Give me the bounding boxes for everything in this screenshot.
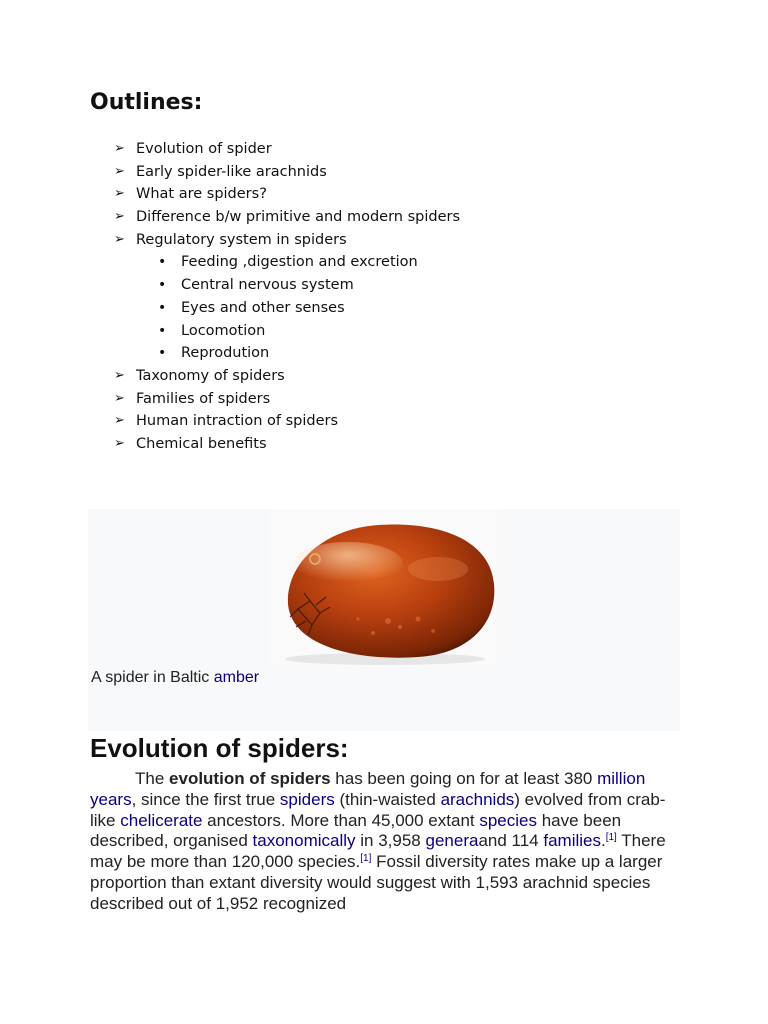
million-years-link[interactable]: million years	[90, 769, 646, 809]
outline-item-label: Taxonomy of spiders	[136, 367, 285, 384]
arrow-bullet-icon: ➢	[114, 186, 125, 202]
text-run: , since the first true	[131, 789, 280, 809]
text-run: and 114	[478, 831, 544, 851]
text-run: in 3,958	[355, 831, 426, 851]
genera-link[interactable]: genera	[425, 831, 479, 851]
body-paragraph	[90, 769, 680, 915]
outline-sub-item-label: Locomotion	[181, 322, 266, 339]
arrow-bullet-icon: ➢	[114, 435, 125, 451]
text-run: has been going on for at least 380	[330, 769, 598, 788]
outline-item	[114, 365, 534, 388]
outline-sub-item-label: Central nervous system	[181, 277, 354, 294]
text-run: .	[600, 831, 606, 851]
outline-sub-item-label: Eyes and other senses	[181, 299, 345, 316]
text-run: (thin-waisted	[334, 789, 441, 809]
outline-item	[114, 433, 534, 456]
families-link[interactable]: families	[543, 831, 601, 851]
dot-bullet-icon: •	[158, 299, 167, 316]
arrow-bullet-icon: ➢	[114, 163, 125, 179]
arrow-bullet-icon: ➢	[114, 141, 125, 156]
arrow-bullet-icon: ➢	[114, 367, 125, 383]
outline-item-label: Early spider-like arachnids	[136, 163, 327, 180]
outlines-heading: Outlines:	[90, 90, 203, 115]
reference-link[interactable]: [1]	[360, 853, 372, 865]
outline-sub-item	[114, 342, 534, 365]
text-run: ) evolved from crab-like	[90, 789, 666, 830]
outline-item-label: Evolution of spider	[136, 141, 272, 157]
section-heading: Evolution of spiders:	[90, 733, 349, 763]
outline-item	[114, 410, 534, 433]
dot-bullet-icon: •	[158, 322, 167, 339]
outline-item	[114, 161, 534, 184]
caption-text: A spider in Baltic	[91, 669, 214, 686]
dot-bullet-icon: •	[158, 254, 167, 271]
outline-sub-item-label: Reprodution	[181, 345, 270, 362]
outline-sub-item	[114, 251, 534, 274]
outline-item-label: Chemical benefits	[136, 435, 267, 452]
species-link[interactable]: species	[479, 810, 537, 830]
outline-item-label: Regulatory system in spiders	[136, 231, 347, 248]
outline-item	[114, 138, 534, 161]
outline-list	[114, 138, 534, 456]
arrow-bullet-icon: ➢	[114, 209, 125, 225]
arrow-bullet-icon: ➢	[114, 413, 125, 429]
outline-item-label: What are spiders?	[136, 186, 267, 203]
text-run: have been described, organised	[90, 810, 622, 851]
outline-sub-item	[114, 297, 534, 320]
reference-link[interactable]: [1]	[605, 832, 617, 844]
outline-sub-item	[114, 274, 534, 297]
outline-item-label: Human intraction of spiders	[136, 413, 339, 430]
text-run: There may be more than 120,000 species.	[90, 831, 666, 872]
taxonomically-link[interactable]: taxonomically	[252, 831, 356, 851]
bold-term: evolution of spiders	[169, 769, 331, 788]
amber-spider-image[interactable]	[268, 509, 502, 667]
dot-bullet-icon: •	[158, 345, 167, 362]
text-run: Fossil diversity rates make up a larger proportion than extant diversity would suggest with 1,593 arachnid species described out of 1,952 recognized	[90, 852, 663, 913]
spiders-link[interactable]: spiders	[279, 789, 335, 809]
outline-item	[114, 388, 534, 411]
outline-item	[114, 229, 534, 252]
amber-link[interactable]: amber	[213, 669, 260, 686]
outline-item-label: Families of spiders	[136, 390, 271, 407]
arachnids-link[interactable]: arachnids	[440, 789, 515, 809]
figure-caption	[91, 669, 259, 687]
dot-bullet-icon: •	[158, 277, 167, 294]
outline-sub-item-label: Feeding ,digestion and excretion	[181, 254, 418, 271]
outline-sub-item	[114, 320, 534, 343]
outline-item-label: Difference b/w primitive and modern spiders	[136, 209, 461, 226]
outline-item	[114, 206, 534, 229]
outline-item	[114, 183, 534, 206]
arrow-bullet-icon: ➢	[114, 231, 125, 247]
text-run: ancestors. More than 45,000 extant	[202, 810, 480, 830]
arrow-bullet-icon: ➢	[114, 390, 125, 406]
text-run: The	[135, 769, 170, 788]
figure-box	[88, 509, 680, 731]
chelicerate-link[interactable]: chelicerate	[120, 810, 203, 830]
